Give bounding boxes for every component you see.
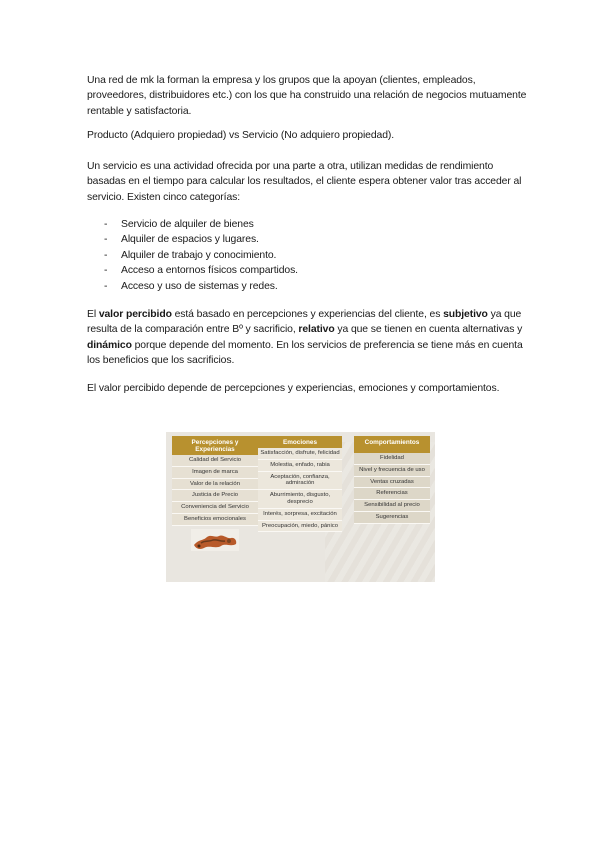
column-percepciones bbox=[172, 436, 258, 551]
list-dash: - bbox=[104, 219, 108, 230]
column-emociones bbox=[258, 436, 342, 532]
figure-cell: Fidelidad bbox=[354, 453, 430, 465]
figure-cell: Imagen de marca bbox=[172, 467, 258, 479]
column-header: Comportamientos bbox=[354, 436, 430, 453]
figure-cell: Referencias bbox=[354, 488, 430, 500]
list-item-text: Alquiler de trabajo y conocimiento. bbox=[121, 249, 277, 261]
figure-cell: Preocupación, miedo, pánico bbox=[258, 521, 342, 533]
figure-cell: Molestia, enfado, rabia bbox=[258, 460, 342, 472]
figure-cell: Calidad del Servicio bbox=[172, 455, 258, 467]
list-item-text: Servicio de alquiler de bienes bbox=[121, 219, 254, 230]
list-item-text: Alquiler de espacios y lugares. bbox=[121, 234, 259, 246]
column-comportamientos bbox=[354, 436, 430, 524]
figure-cell: Beneficios emocionales bbox=[172, 514, 258, 526]
figure-cell: Nivel y frecuencia de uso bbox=[354, 465, 430, 477]
figure-cell: Interés, sorpresa, excitación bbox=[258, 509, 342, 521]
column-header: Percepciones y Experiencias bbox=[172, 436, 258, 455]
categories-list bbox=[104, 217, 544, 294]
list-dash: - bbox=[104, 249, 108, 261]
figure-cell: Satisfacción, disfrute, felicidad bbox=[258, 448, 342, 460]
bold-relativo: relativo bbox=[298, 324, 335, 336]
paragraph-valor-percibido bbox=[87, 307, 527, 369]
figure-cell: Conveniencia del Servicio bbox=[172, 502, 258, 514]
paragraph-red-mk: Una red de mk la forman la empresa y los grupos que la apoyan (clientes, empleados, proveedores, distribuidores etc.) con los que ha construido una relación de negocios mutuamente rentable y satisfactoria. bbox=[87, 75, 527, 117]
list-item bbox=[104, 217, 544, 232]
list-dash: - bbox=[104, 280, 108, 292]
list-item-text: Acceso y uso de sistemas y redes. bbox=[121, 280, 278, 292]
value-perception-figure bbox=[166, 432, 435, 582]
text-run: ya que resulta de la comparación entre Bº y sacrificio, bbox=[87, 309, 522, 336]
figure-cell: Valor de la relación bbox=[172, 479, 258, 491]
list-item-text: Acceso a entornos físicos compartidos. bbox=[121, 265, 298, 277]
list-dash: - bbox=[104, 265, 108, 277]
list-item bbox=[104, 279, 544, 294]
list-item bbox=[104, 248, 544, 263]
figure-cell: Justicia de Precio bbox=[172, 490, 258, 502]
list-dash: - bbox=[104, 234, 108, 246]
column-header: Emociones bbox=[258, 436, 342, 448]
text-run: porque depende del momento. En los servicios de preferencia se tiene más en cuenta los beneficios que los sacrificios. bbox=[87, 339, 523, 367]
figure-cell: Sugerencias bbox=[354, 512, 430, 524]
figure-cell: Aburrimiento, disgusto, desprecio bbox=[258, 490, 342, 509]
bold-subjetivo: subjetivo bbox=[443, 309, 488, 320]
bold-valor-percibido: valor percibido bbox=[98, 309, 172, 320]
text-run: ya que se tienen en cuenta alternativas y bbox=[334, 324, 523, 336]
figure-cell: Sensibilidad al precio bbox=[354, 500, 430, 512]
list-item bbox=[104, 232, 544, 247]
paragraph-valor-depende: El valor percibido depende de percepciones y experiencias, emociones y comportamientos. bbox=[87, 383, 500, 394]
paragraph-producto-servicio: Producto (Adquiero propiedad) vs Servicio (No adquiero propiedad). bbox=[87, 130, 395, 141]
map-thumbnail-graphic bbox=[191, 529, 239, 551]
text-run: El bbox=[87, 309, 99, 320]
paragraph-definicion-servicio: Un servicio es una actividad ofrecida por una parte a otra, utilizan medidas de rendimiento basadas en el tiempo para calcular los resultados, el cliente espera obtener valor tras acceder al servicio. Existen cinco categorías: bbox=[87, 161, 522, 203]
text-run: está basado en percepciones y experiencias del cliente, es bbox=[171, 309, 444, 320]
map-thumbnail-image bbox=[191, 529, 239, 551]
figure-cell: Aceptación, confianza, admiración bbox=[258, 472, 342, 491]
figure-cell: Ventas cruzadas bbox=[354, 477, 430, 489]
bold-dinamico: dinámico bbox=[87, 339, 132, 351]
list-item bbox=[104, 263, 544, 278]
